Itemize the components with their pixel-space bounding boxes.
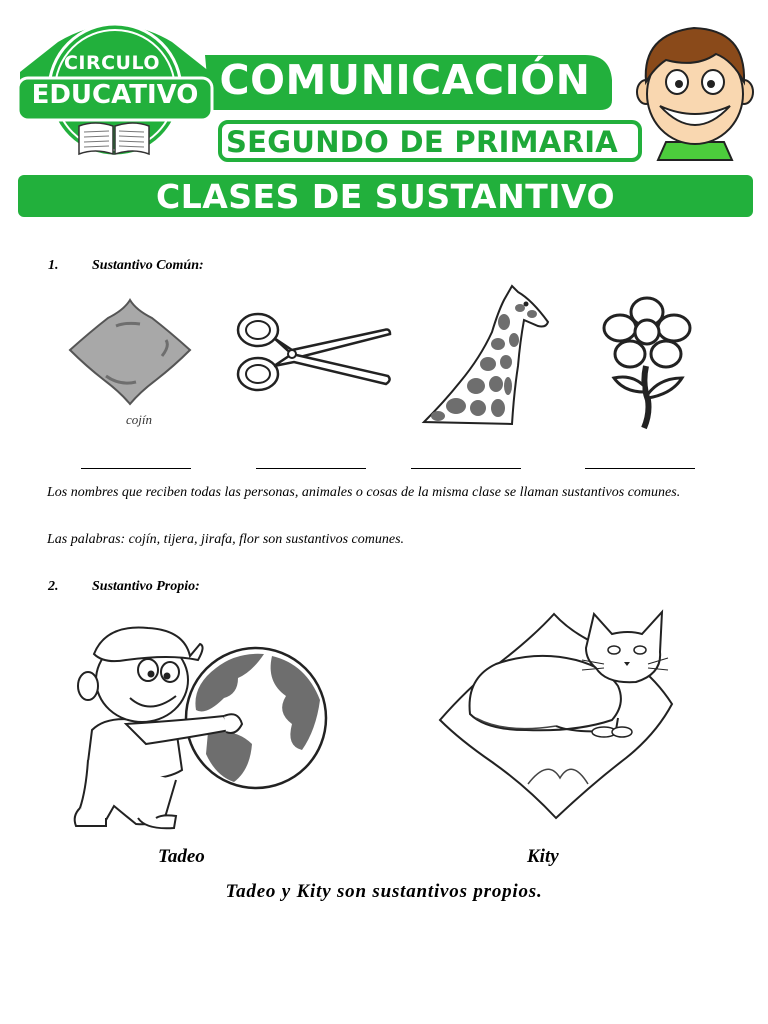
section2-conclusion: Tadeo y Kity son sustantivos propios.: [225, 881, 543, 902]
answer-blank-1[interactable]: [81, 468, 191, 469]
page-subtitle: SEGUNDO DE PRIMARIA: [225, 125, 619, 159]
section2-number: 2.: [48, 579, 59, 594]
flower-icon: [602, 294, 692, 430]
proper-noun-kity: Kity: [527, 846, 559, 867]
section1-paragraph-1: Los nombres que reciben todas las personas, animales o cosas de la misma clase se llaman sustantivos comunes.: [47, 485, 681, 500]
logo-text-educativo: EDUCATIVO: [31, 80, 199, 110]
banner-title: CLASES DE SUSTANTIVO: [155, 177, 615, 216]
book-icon: [75, 118, 153, 158]
page-title: COMUNICACIÓN: [219, 56, 591, 104]
boy-with-globe-icon: [66, 620, 328, 830]
giraffe-icon: [420, 282, 552, 426]
section1-paragraph-2: Las palabras: cojín, tijera, jirafa, flor son sustantivos comunes.: [47, 532, 405, 547]
boy-mascot-icon: [636, 24, 754, 160]
section-banner: [18, 175, 753, 217]
answer-blank-4[interactable]: [585, 468, 695, 469]
proper-noun-tadeo: Tadeo: [158, 846, 205, 867]
section1-number: 1.: [48, 258, 59, 273]
answer-blank-3[interactable]: [411, 468, 521, 469]
cushion-icon: [66, 296, 194, 408]
scissors-icon: [234, 308, 394, 396]
section1-title: Sustantivo Común:: [92, 258, 204, 273]
answer-blank-2[interactable]: [256, 468, 366, 469]
section2-title: Sustantivo Propio:: [92, 579, 200, 594]
logo-text-circulo: CIRCULO: [63, 52, 161, 74]
cat-on-cushion-icon: [436, 608, 676, 822]
cushion-caption: cojín: [126, 412, 152, 427]
